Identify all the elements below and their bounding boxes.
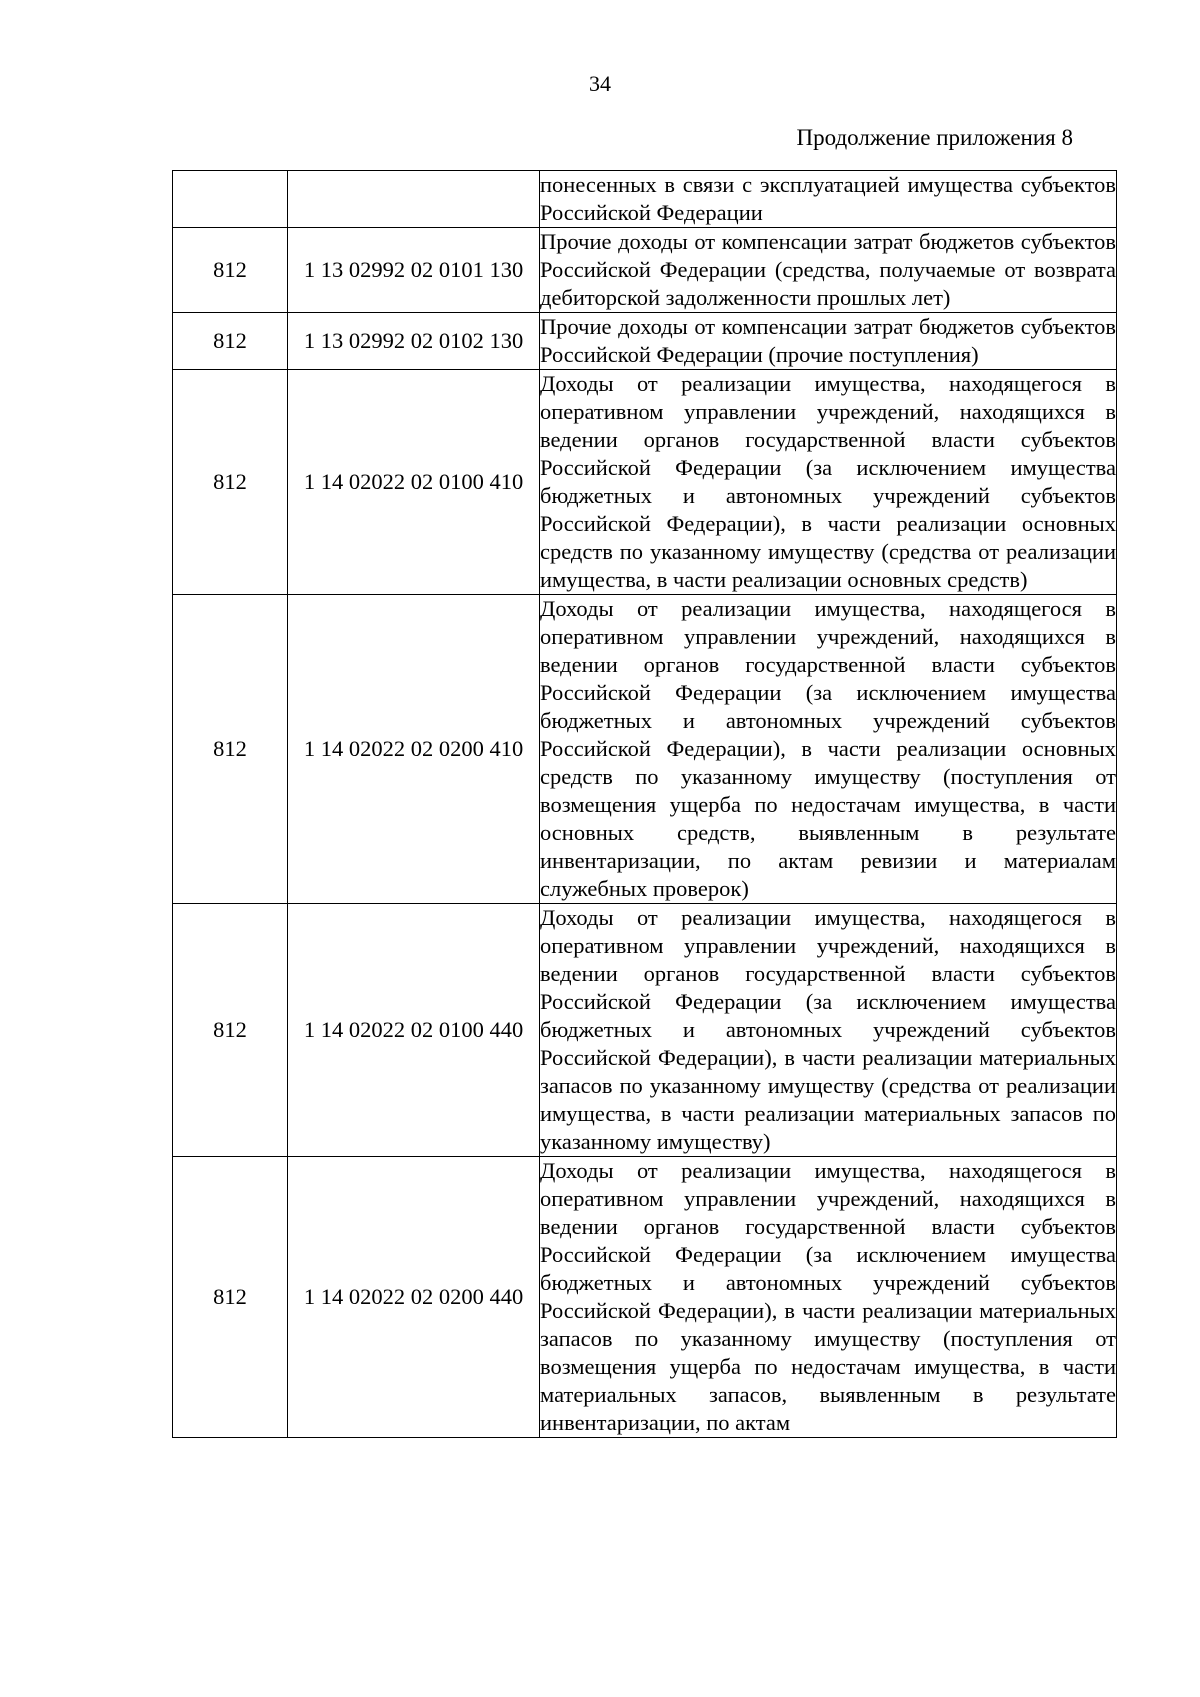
description-cell: Прочие доходы от компенсации затрат бюджетов субъектов Российской Федерации (прочие поступления) (540, 313, 1117, 370)
admin-code-cell: 812 (173, 228, 288, 313)
budget-code-cell: 1 14 02022 02 0100 410 (288, 370, 540, 595)
admin-code-cell: 812 (173, 313, 288, 370)
description-cell: Доходы от реализации имущества, находящегося в оперативном управлении учреждений, находящихся в ведении органов государственной власти субъектов Российской Федерации (за исключением имущества бюджетных и автономных учреждений субъектов Российской Федерации), в части реализации основных средств по указанному имуществу (средства от реализации имущества, в части реализации основных средств) (540, 370, 1117, 595)
budget-code-cell: 1 14 02022 02 0100 440 (288, 904, 540, 1157)
admin-code-cell (173, 171, 288, 228)
admin-code-cell: 812 (173, 1157, 288, 1438)
table-row (173, 1157, 1117, 1438)
budget-code-cell (288, 171, 540, 228)
table-row (173, 595, 1117, 904)
page-number: 34 (589, 71, 611, 96)
table-row (173, 370, 1117, 595)
budget-code-cell: 1 13 02992 02 0102 130 (288, 313, 540, 370)
revenue-codes-table (172, 170, 1117, 1438)
admin-code-cell: 812 (173, 595, 288, 904)
appendix-continuation-title: Продолжение приложения 8 (796, 125, 1073, 150)
budget-code-cell: 1 14 02022 02 0200 440 (288, 1157, 540, 1438)
budget-code-cell: 1 13 02992 02 0101 130 (288, 228, 540, 313)
table-row (173, 904, 1117, 1157)
admin-code-cell: 812 (173, 370, 288, 595)
table-row (173, 313, 1117, 370)
description-cell: Доходы от реализации имущества, находящегося в оперативном управлении учреждений, находящихся в ведении органов государственной власти субъектов Российской Федерации (за исключением имущества бюджетных и автономных учреждений субъектов Российской Федерации), в части реализации основных средств по указанному имуществу (поступления от возмещения ущерба по недостачам имущества, в части основных средств, выявленным в результате инвентаризации, по актам ревизии и материалам служебных проверок) (540, 595, 1117, 904)
description-cell: Доходы от реализации имущества, находящегося в оперативном управлении учреждений, находящихся в ведении органов государственной власти субъектов Российской Федерации (за исключением имущества бюджетных и автономных учреждений субъектов Российской Федерации), в части реализации материальных запасов по указанному имуществу (средства от реализации имущества, в части реализации материальных запасов по указанному имуществу) (540, 904, 1117, 1157)
admin-code-cell: 812 (173, 904, 288, 1157)
budget-code-cell: 1 14 02022 02 0200 410 (288, 595, 540, 904)
description-cell: Прочие доходы от компенсации затрат бюджетов субъектов Российской Федерации (средства, получаемые от возврата дебиторской задолженности прошлых лет) (540, 228, 1117, 313)
description-cell: Доходы от реализации имущества, находящегося в оперативном управлении учреждений, находящихся в ведении органов государственной власти субъектов Российской Федерации (за исключением имущества бюджетных и автономных учреждений субъектов Российской Федерации), в части реализации материальных запасов по указанному имуществу (поступления от возмещения ущерба по недостачам имущества, в части материальных запасов, выявленным в результате инвентаризации, по актам (540, 1157, 1117, 1438)
description-cell: понесенных в связи с эксплуатацией имущества субъектов Российской Федерации (540, 171, 1117, 228)
table-row (173, 171, 1117, 228)
table-row (173, 228, 1117, 313)
